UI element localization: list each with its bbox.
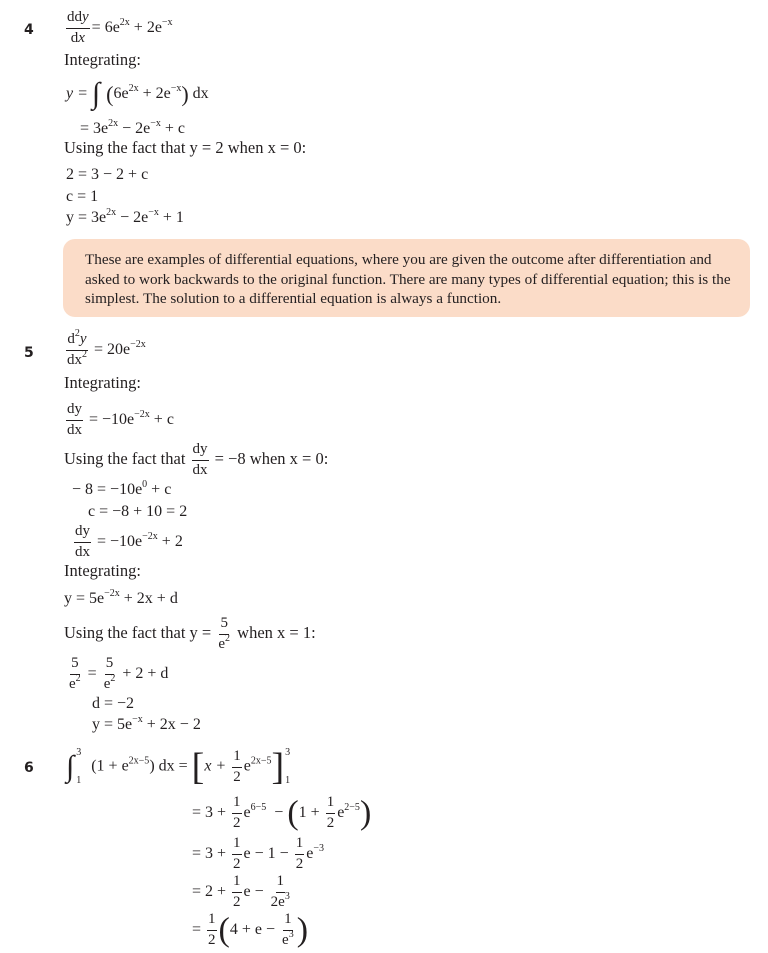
q5-integrating-label: Integrating: (64, 373, 141, 392)
q6-line-2: = 3 + $\frac{1}{2}$ $e^{6-5} - (1$ + $\frac{1}{2}$ $e^{2-5}$) (192, 794, 372, 832)
q4-result-line: = $3e^{2x} - 2e^{-x} + c$ (80, 118, 186, 137)
q6-line-3: = 3 + $\frac{1}{2}$ e − 1 − $\frac{1}{2}$ $e^{-3}$ (192, 835, 324, 872)
question-number-6: 6 (24, 760, 34, 776)
question-number-5: 5 (24, 345, 34, 361)
q5-step-2: c = −8 + 10 = 2 (88, 503, 188, 520)
dy-dx-fraction: $\frac{\text{ddy}}{dx}$ (67, 9, 89, 46)
q4-step-1: 2 = 3 − 2 + c (66, 166, 149, 183)
integral-sign: ∫ (91, 77, 101, 111)
q4-integrating-label: Integrating: (64, 50, 141, 69)
q6-integral-line: ∫ 3 1 $(1 + e^{2x-5})$ dx = [x + $\frac{1}{2}$ $e^{2x-5}$] 3 1 (66, 746, 291, 788)
q4-step-2: c = 1 (66, 188, 99, 205)
q5-integrating-label-2: Integrating: (64, 561, 141, 580)
q5-given-equation: $\frac{d^2y}{dx^2}$ = $20e^{-2x}$ (67, 328, 146, 368)
q5-derivative: $\frac{dy}{dx}$ = $-10e^{-2x} + 2$ (75, 523, 183, 560)
q6-line-5: = $\frac{1}{2}$ (4 + e − $\frac{1}{e^3}$ ) (192, 911, 309, 949)
q5-d-value: d = −2 (92, 695, 135, 712)
d2y-dx2-fraction: $\frac{d^2y}{dx^2}$ (67, 328, 87, 368)
q5-second-integral: $y = 5e^{-2x} + 2x + d$ (64, 588, 178, 607)
question-number-4: 4 (24, 22, 34, 38)
q4-given-equation: $\frac{\text{ddy}}{dx}$ = $6e^{2x} + 2e^{-x}$ (67, 9, 173, 46)
q4-condition: Using the fact that y = 2 when x = 0: (64, 138, 307, 157)
q5-condition-1: Using the fact that $\frac{dy}{dx}$ = −8 when x = 0: (64, 441, 329, 478)
note-text: These are examples of differential equations, where you are given the outcome after differentiation and asked to work backwards to the original function. There are many types of differential equation; this is the simplest. The solution to a differential equation is always a function. (85, 251, 731, 307)
q5-first-integral: $\frac{dy}{dx}$ = $-10e^{-2x} + c$ (67, 401, 174, 438)
definite-integral-sign: ∫ (66, 750, 75, 783)
q5-step-3: $\frac{5}{e^2}$ = $\frac{5}{e^2}$ + 2 + d (69, 655, 169, 692)
note-box (63, 239, 750, 317)
q4-final: $y = 3e^{2x} - 2e^{-x} + 1$ (66, 207, 184, 226)
q5-condition-2: Using the fact that y = $\frac{5}{e^2}$ when x = 1: (64, 615, 316, 652)
q4-integral-line: y = ∫ $(6e^{2x} + 2e^{-x})$ dx (66, 77, 209, 111)
q6-line-4: = 2 + $\frac{1}{2}$ e − $\frac{1}{2e^3}$ (192, 873, 290, 910)
q5-final: $y = 5e^{-x} + 2x - 2$ (92, 714, 201, 733)
q5-step-1: − $8 = -10e^0 + c$ (72, 479, 172, 498)
